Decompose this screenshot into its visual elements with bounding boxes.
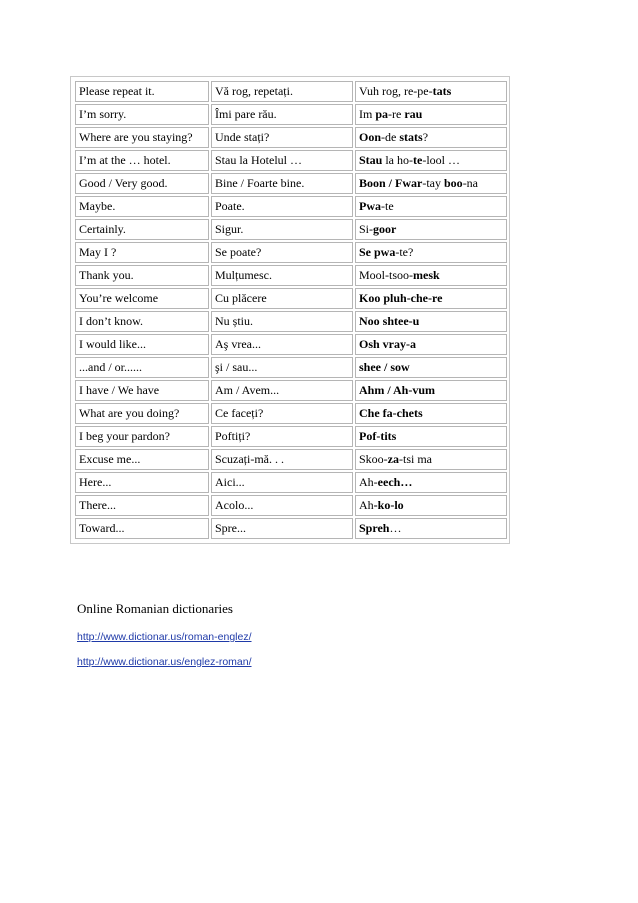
table-row <box>75 472 507 493</box>
pronunciation <box>355 449 507 470</box>
syllable: -tsi ma <box>399 452 432 466</box>
english-phrase: Where are you staying? <box>75 127 209 148</box>
stressed-syllable: goor <box>373 222 397 236</box>
stressed-syllable: -ko-lo <box>373 498 404 512</box>
table-row <box>75 380 507 401</box>
stressed-syllable: boo <box>444 176 463 190</box>
pronunciation <box>355 495 507 516</box>
syllable: -lool … <box>422 153 460 167</box>
syllable: -re <box>388 107 405 121</box>
table-row <box>75 403 507 424</box>
romanian-phrase: Spre... <box>211 518 353 539</box>
syllable: -de <box>381 130 400 144</box>
romanian-phrase: Am / Avem... <box>211 380 353 401</box>
pronunciation <box>355 403 507 424</box>
pronunciation <box>355 426 507 447</box>
romanian-phrase: Ce faceți? <box>211 403 353 424</box>
english-phrase: I beg your pardon? <box>75 426 209 447</box>
syllable: Mool-tsoo- <box>359 268 413 282</box>
stressed-syllable: Ahm / Ah-vum <box>359 383 436 397</box>
romanian-phrase: Stau la Hotelul … <box>211 150 353 171</box>
english-phrase: There... <box>75 495 209 516</box>
table-row <box>75 173 507 194</box>
stressed-syllable: tats <box>432 84 452 98</box>
stressed-syllable: mesk <box>413 268 440 282</box>
stressed-syllable: Osh vray-a <box>359 337 416 351</box>
romanian-phrase: şi / sau... <box>211 357 353 378</box>
table-row <box>75 334 507 355</box>
syllable: la ho- <box>382 153 413 167</box>
syllable: -te? <box>395 245 414 259</box>
syllable: ? <box>422 130 429 144</box>
english-phrase: I don’t know. <box>75 311 209 332</box>
english-phrase: Toward... <box>75 518 209 539</box>
stressed-syllable: Pwa <box>359 199 381 213</box>
table-row <box>75 265 507 286</box>
english-phrase: I have / We have <box>75 380 209 401</box>
table-row <box>75 196 507 217</box>
pronunciation <box>355 265 507 286</box>
romanian-phrase: Nu știu. <box>211 311 353 332</box>
dictionary-link-ro-en[interactable]: http://www.dictionar.us/roman-englez/ <box>77 631 252 643</box>
table-row <box>75 426 507 447</box>
stressed-syllable: Se pwa <box>359 245 396 259</box>
romanian-phrase: Îmi pare rău. <box>211 104 353 125</box>
english-phrase: Here... <box>75 472 209 493</box>
syllable: -tay <box>422 176 444 190</box>
pronunciation <box>355 127 507 148</box>
stressed-syllable: Boon / Fwar <box>359 176 423 190</box>
romanian-phrase: Poftiți? <box>211 426 353 447</box>
english-phrase: Maybe. <box>75 196 209 217</box>
stressed-syllable: te <box>413 153 423 167</box>
english-phrase: Excuse me... <box>75 449 209 470</box>
dictionary-link-en-ro[interactable]: http://www.dictionar.us/englez-roman/ <box>77 656 252 668</box>
english-phrase: I would like... <box>75 334 209 355</box>
english-phrase: May I ? <box>75 242 209 263</box>
romanian-phrase: Acolo... <box>211 495 353 516</box>
table-row <box>75 150 507 171</box>
table-row <box>75 357 507 378</box>
table-row <box>75 219 507 240</box>
stressed-syllable: Koo pluh-che-re <box>359 291 443 305</box>
pronunciation <box>355 173 507 194</box>
pronunciation <box>355 380 507 401</box>
table-row <box>75 288 507 309</box>
stressed-syllable: Spreh <box>359 521 390 535</box>
stressed-syllable: pa <box>375 107 389 121</box>
stressed-syllable: Oon <box>359 130 382 144</box>
romanian-phrase: Aici... <box>211 472 353 493</box>
english-phrase: Good / Very good. <box>75 173 209 194</box>
syllable: -na <box>462 176 479 190</box>
pronunciation <box>355 472 507 493</box>
romanian-phrase: Mulțumesc. <box>211 265 353 286</box>
syllable: -te <box>381 199 394 213</box>
pronunciation <box>355 311 507 332</box>
romanian-phrase: Aş vrea... <box>211 334 353 355</box>
english-phrase: ...and / or...... <box>75 357 209 378</box>
syllable: Skoo- <box>359 452 388 466</box>
stressed-syllable: rau <box>404 107 423 121</box>
english-phrase: Thank you. <box>75 265 209 286</box>
phrase-table-frame <box>70 76 510 544</box>
pronunciation <box>355 150 507 171</box>
pronunciation <box>355 334 507 355</box>
english-phrase: I’m at the … hotel. <box>75 150 209 171</box>
table-row <box>75 127 507 148</box>
table-row <box>75 449 507 470</box>
syllable: Vuh rog, re-pe- <box>359 84 433 98</box>
english-phrase: Certainly. <box>75 219 209 240</box>
romanian-phrase: Unde stați? <box>211 127 353 148</box>
romanian-phrase: Vă rog, repetați. <box>211 81 353 102</box>
syllable: Ah- <box>359 475 378 489</box>
stressed-syllable: za <box>387 452 399 466</box>
romanian-phrase: Cu plăcere <box>211 288 353 309</box>
stressed-syllable: Che fa-chets <box>359 406 423 420</box>
syllable: Si- <box>359 222 374 236</box>
dictionaries-title: Online Romanian dictionaries <box>77 601 233 616</box>
table-row <box>75 242 507 263</box>
pronunciation <box>355 81 507 102</box>
romanian-phrase: Se poate? <box>211 242 353 263</box>
english-phrase: I’m sorry. <box>75 104 209 125</box>
table-row <box>75 104 507 125</box>
phrase-table <box>73 79 509 541</box>
pronunciation <box>355 219 507 240</box>
romanian-phrase: Poate. <box>211 196 353 217</box>
table-row <box>75 311 507 332</box>
pronunciation <box>355 242 507 263</box>
syllable: … <box>389 521 402 535</box>
stressed-syllable: Pof-tits <box>359 429 397 443</box>
english-phrase: You’re welcome <box>75 288 209 309</box>
pronunciation <box>355 357 507 378</box>
stressed-syllable: Noo shtee-u <box>359 314 420 328</box>
stressed-syllable: Stau <box>359 153 383 167</box>
phrase-table-body <box>75 81 507 539</box>
syllable: Im <box>359 107 376 121</box>
romanian-phrase: Scuzați-mă. . . <box>211 449 353 470</box>
syllable: Ah <box>359 498 374 512</box>
pronunciation <box>355 518 507 539</box>
table-row <box>75 81 507 102</box>
stressed-syllable: shee / sow <box>359 360 410 374</box>
stressed-syllable: stats <box>399 130 423 144</box>
english-phrase: What are you doing? <box>75 403 209 424</box>
english-phrase: Please repeat it. <box>75 81 209 102</box>
pronunciation <box>355 104 507 125</box>
table-row <box>75 495 507 516</box>
romanian-phrase: Sigur. <box>211 219 353 240</box>
pronunciation <box>355 288 507 309</box>
romanian-phrase: Bine / Foarte bine. <box>211 173 353 194</box>
pronunciation <box>355 196 507 217</box>
table-row <box>75 518 507 539</box>
stressed-syllable: eech… <box>377 475 413 489</box>
